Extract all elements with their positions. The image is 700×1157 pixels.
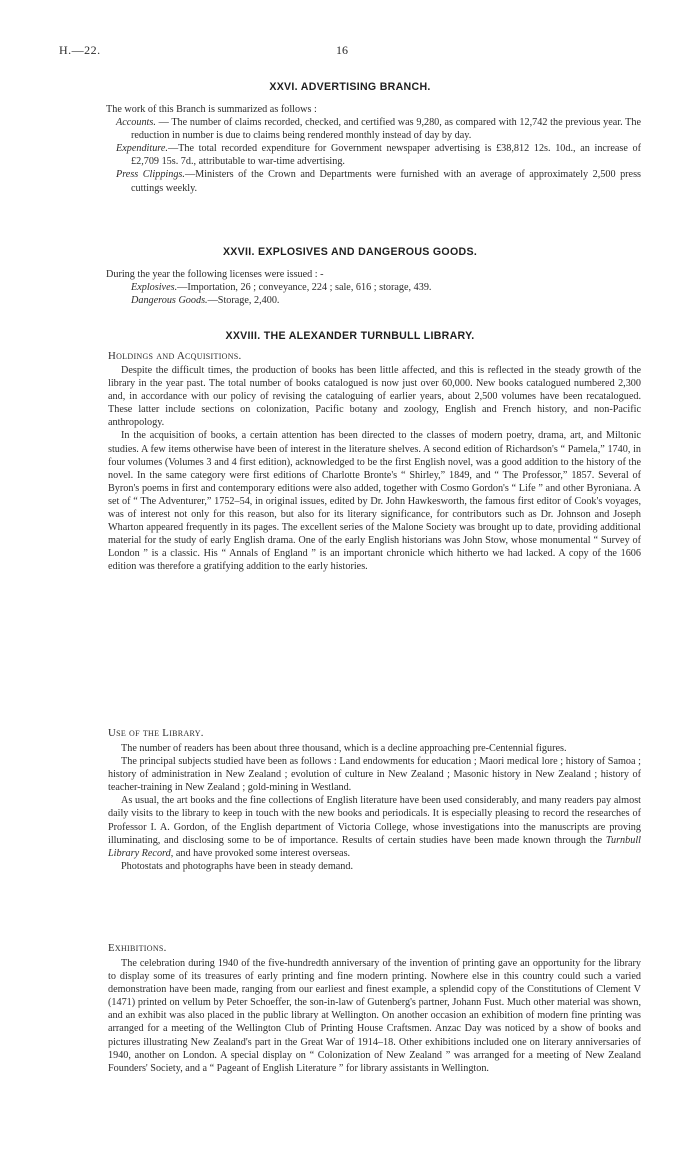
document-reference: H.—22. [59, 43, 101, 57]
advertising-expenditure [106, 142, 641, 168]
dangerous-goods-text: —Storage, 2,400. [207, 295, 280, 307]
advertising-accounts [106, 116, 641, 142]
holdings-paragraph: Despite the difficult times, the production of books has been little affected, and this is reflected in the steady growth of the library in the year past. The total number of books catalogued is now just over 60,000. New books catalogued numbered 2,300 and, in accordance with our policy of revising the cataloguing of earlier years, about 2,500 volumes have been recatalogued. These latter include sections on colonization, Pacific botany and zoology, English and French history, and non-Pacific anthropology. [108, 365, 641, 429]
explosives-intro: During the year the following licenses were issued : - [106, 269, 324, 280]
dangerous-goods-label: Dangerous Goods. [131, 295, 208, 307]
holdings-body [108, 364, 641, 574]
photostats-paragraph: Photostats and photographs have been in steady demand. [121, 860, 353, 872]
use-of-library-body [108, 742, 641, 873]
art-books-paragraph [108, 794, 641, 859]
art-books-text-b: , and have provoked some interest overseas. [170, 847, 351, 859]
explosives-licenses [106, 281, 641, 294]
subheading-holdings: Holdings and Acquisitions. [108, 350, 242, 362]
art-books-text-a: As usual, the art books and the fine collections of English literature have been used considerably, and many readers pay almost daily visits to the library to keep in touch with the new books and periodicals. It is especially pleasing to record the researches of Professor I. A. Gordon, of the English department of Victoria College, whose investigations into the manuscripts are proving illuminating, and disclosing some to be of importance. Results of certain studies have been made known through the [108, 795, 641, 846]
readers-paragraph: The number of readers has been about three thousand, which is a decline approaching pre-Centennial figures. [121, 743, 567, 754]
acquisitions-paragraph: In the acquisition of books, a certain attention has been directed to the classes of modern poetry, drama, art, and Miltonic studies. A few items otherwise have been of interest in the literature shelves. A second edition of Richardson's “ Pamela,” 1740, in four volumes (Volumes 3 and 4 first edition), acknowledged to be the first English novel, was a good addition to the history of the novel. In the same category were first editions of Charlotte Bronte's “ Shirley,” 1849, and “ The Professor,” 1857. Several of Byron's poems in first and contemporary editions were also added, together with Cosmo Gordon's “ Life ” and other Byroniana. A set of “ The Adventurer,” 1752–54, in original issues, edited by Dr. John Hawkesworth, the famous first editor of Cook's voyages, was of interest not only for this reason, but also for its literary significance, for contributors such as Dr. Johnson and Joseph Wharton appeared frequently in its pages. The excellent series of the Malone Society was brought up to date, providing additional material for the study of early English drama. One of the early English historians was John Stow, whose monumental “ Survey of London ” is a classic. His “ Annals of England ” is an important chronicle which hitherto we had lacked. A copy of the 1606 edition was therefore a gratifying addition to the early histories. [108, 430, 641, 573]
expenditure-text: —The total recorded expenditure for Government newspaper advertising is £38,812 12s. 10d., an increase of £2,709 15s. 7d., attributable to war-time advertising. [131, 143, 641, 168]
subheading-use-of-library: Use of the Library. [108, 727, 204, 739]
accounts-label: Accounts. [116, 117, 156, 129]
exhibitions-paragraph: The celebration during 1940 of the five-hundredth anniversary of the invention of printing gave an opportunity for the library to display some of its treasures of early printing and fine modern printing. Nowhere else in this country could such a varied demonstration have been made, ranging from our earliest and finest example, a splendid copy of the Constitutions of Clement V (1471) printed on vellum by Peter Schoeffer, the son-in-law of Gutenberg's partner, Johann Fust. Much other material was shown, and an exhibit was also placed in the public library at Wellington. On another occasion an exhibition of modern fine printing was arranged for a meeting of the Wellington Club of Printing House Craftsmen. Anzac Day was noticed by a show of books and pictures illustrating New Zealand's part in the Great War of 1914–18. Other exhibitions included one on literary anniversaries of 1940, another on London. A special display on “ Colonization of New Zealand ” was arranged for a meeting of New Zealand Founders' Society, and a “ Pageant of English Literature ” for library assistants in Wellington. [108, 958, 641, 1074]
subheading-exhibitions: Exhibitions. [108, 942, 167, 954]
explosives-text: —Importation, 26 ; conveyance, 224 ; sale, 616 ; storage, 439. [177, 282, 432, 294]
advertising-press-clippings [106, 168, 641, 194]
exhibitions-body [108, 957, 641, 1075]
section-heading-explosives: XXVII. EXPLOSIVES AND DANGEROUS GOODS. [222, 246, 478, 258]
explosives-section-body [106, 268, 641, 307]
press-clippings-label: Press Clippings. [116, 169, 185, 181]
section-heading-turnbull-library: XXVIII. THE ALEXANDER TURNBULL LIBRARY. [225, 330, 475, 342]
accounts-text: — The number of claims recorded, checked, and certified was 9,280, as compared with 12,742 the previous year. The reduction in number is due to claims being rendered monthly instead of day by day. [131, 117, 641, 142]
turnbull-record-title: Turnbull Library Record [108, 834, 641, 859]
page-number: 16 [336, 43, 348, 57]
expenditure-label: Expenditure. [116, 143, 168, 155]
section-heading-advertising: XXVI. ADVERTISING BRANCH. [269, 81, 431, 93]
explosives-label: Explosives. [131, 282, 178, 294]
advertising-intro: The work of this Branch is summarized as follows : [106, 104, 317, 115]
subjects-paragraph: The principal subjects studied have been as follows : Land endowments for education ; Maori medical lore ; history of Samoa ; history of administration in New Zealand ; evolution of culture in New Zealand ; Masonic history in New Zealand ; history of teacher-training in New Zealand ; gold-mining in Westland. [108, 756, 641, 794]
advertising-section-body [106, 103, 641, 195]
dangerous-goods-licenses [106, 294, 641, 307]
press-clippings-text: —Ministers of the Crown and Departments were furnished with an average of approximately 2,500 press cuttings weekly. [131, 169, 642, 194]
